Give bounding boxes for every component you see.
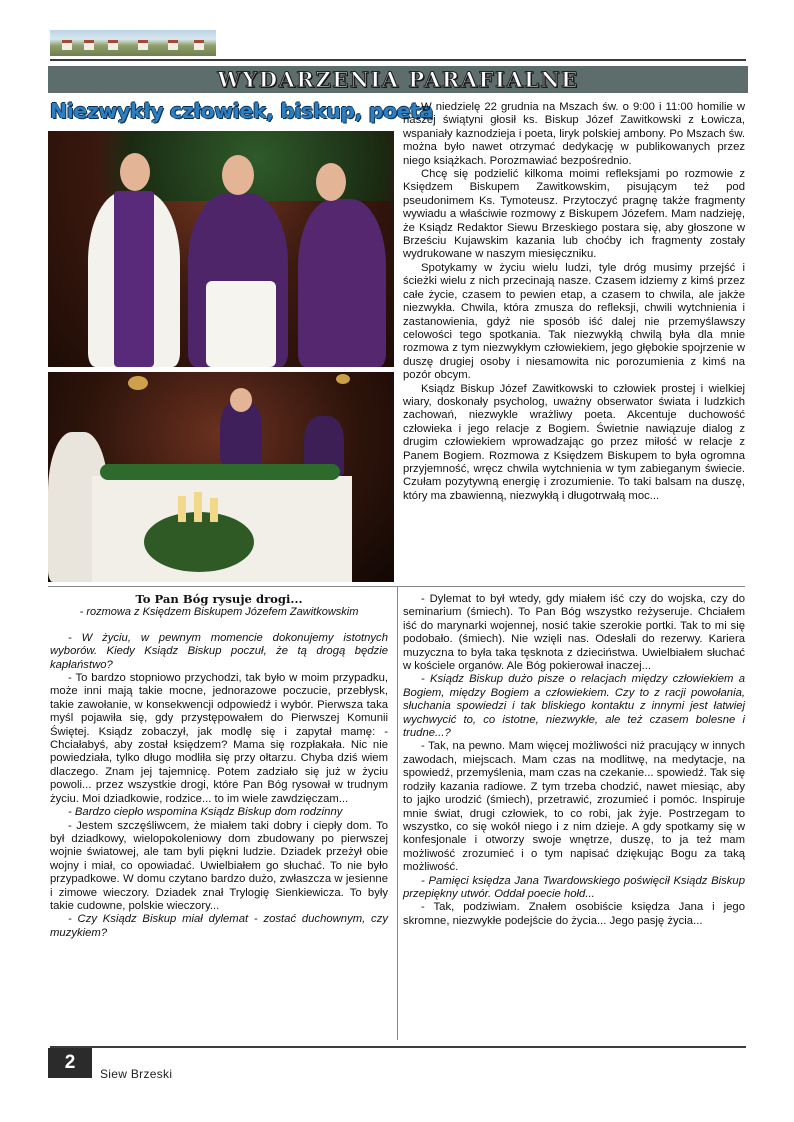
interview-answer: - Tak, na pewno. Mam więcej możliwości niż pracujący w innych zawodach, miejscach. Mam czas na modlitwę, na medytacje, na spowiedź, przemyślenia, mam czas na czekanie... spowiedź. Tak się rodziły kazania radiowe. Z tym trzeba chodzić, nawet miesiąc, aby to jajko urodzić (śmiech), przetrawić, zrozumieć i pomóc. Inspiruje mnie świat, drugi człowiek, to co robi, jak żyje. Postrzegam to wszystko, co się wokół niego i z nim dzieje. A gdy spotkamy się w konfesjonale i otworzy swoje wnętrze, duszę, to ja też mam możliwość zrozumieć i o tym napisać dziękując Bogu za taką możliwość.: [403, 740, 745, 874]
top-rule: [50, 59, 746, 61]
interview-answer: - To bardzo stopniowo przychodzi, tak było w moim przypadku, może inni mają takie mocne, jednorazowe poczucie, przebłysk, takie zawołanie, w konsekwencji odpowiedź i wybór. Pierwsza taka myśl pojawiła się, gdy przystępowałem do Pierwszej Komunii Świętej. Ksiądz zobaczył, jak modlę się i zapytał mamę: - Chciałabyś, aby został księdzem? Mama się rozpłakała. Nic nie powiedziała, tylko długo modliła się przy ołtarzu. Chyba dziś wiem dlaczego. Znam jej tajemnicę. Potem zadziało się już w życiu powoli... przez wszystkie drogi, które Pan Bóg rysował w trudnym życiu. Moi dziadkowie, rodzice... to im wiele zawdzięczam...: [50, 672, 388, 805]
article-intro-column: [403, 101, 745, 503]
interview-subtitle: - rozmowa z Księdzem Biskupem Józefem Zawitkowskim: [79, 606, 359, 619]
interview-right-column: [403, 593, 745, 928]
bottom-rule: [50, 1046, 746, 1048]
header-thumbnail-image: [50, 30, 216, 56]
interview-answer: - Tak, podziwiam. Znałem osobiście księdza Jana i jego skromne, niezwykłe podejście do życia... Jego pasję życia...: [403, 901, 745, 927]
intro-paragraph: Chcę się podzielić kilkoma moimi refleksjami po rozmowie z Księdzem Biskupem Zawitkowskim, pisującym też pod pseudonimem Ks. Tymoteusz. Przytoczyć pragnę także fragmenty wywiadu a właściwie rozmowy z Biskupem Józefem. Mam nadzieję, że Ksiądz Redaktor Siewu Brzeskiego postara się, aby głoszone w Brześciu Kujawskim kazania lub choćby ich fragmenty zostały wydrukowane w naszym miesięczniku.: [403, 168, 745, 261]
magazine-name: Siew Brzeski: [100, 1067, 173, 1081]
intro-paragraph: Spotykamy w życiu wielu ludzi, tyle dróg musimy przejść i ścieżki wielu z nich przecinają nasze. Czasem idziemy z kimś przez całe życie, czasem to pewien etap, a czasem to chwila, ale jakże niezwykła. Chwila, która zmusza do refleksji, chwili wytchnienia i zastanowienia, gdyż nie sposób iść dalej nie przemyślawszy celowości tego spotkania. Tak niezwykłą chwilą była dla mnie rozmowa z tym niezwykłym człowiekiem, jego głębokie spojrzenie w duszę drugiej osoby i niesamowita nic porozumienia z kimś na pozór obcym.: [403, 261, 745, 382]
interview-question: - Czy Ksiądz Biskup miał dylemat - zostać duchownym, czy muzykiem?: [50, 913, 388, 939]
page-number: 2: [48, 1048, 92, 1078]
article-headline: Niezwykły człowiek, biskup, poeta: [50, 99, 434, 123]
section-banner: [48, 66, 748, 93]
interview-left-column: [50, 593, 388, 940]
interview-question: - Ksiądz Biskup dużo pisze o relacjach między człowiekiem a Bogiem, między Bogiem a człowiekiem. Czy to z racji powołania, słuchania spowiedzi i tak bliskiego kontaktu z innymi jest łatwiej wychwycić to, co istotne, niezwykłe, ale też czasem bolesne i trudne...?: [403, 673, 745, 740]
interview-question: - Pamięci księdza Jana Twardowskiego poświęcił Ksiądz Biskup przepiękny utwór. Oddał poecie hołd...: [403, 874, 745, 900]
intro-paragraph: Ksiądz Biskup Józef Zawitkowski to człowiek prostej i wielkiej wiary, doskonały psycholog, uważny obserwator świata i ludzkich zachowań, niezwykle wrażliwy poeta. Akcentuje duchowość człowieka i jego relacje z Bogiem. Świetnie nawiązuje dialog z drugim człowiekiem wprowadzając go przez miłość w relacje z Panem Bogiem. Rozmowa z Księdzem Biskupem to była ogromna przyjemność, wręcz chwila wytchnienia w tym zabieganym świecie. Czułam pozytywną energię i zrozumienie. To taki balsam na duszę, który ma zbawienną, niezwykłą i długotrwałą moc...: [403, 382, 745, 502]
interview-title: To Pan Bóg rysuje drogi...: [135, 592, 303, 606]
interview-question: - Bardzo ciepło wspomina Ksiądz Biskup dom rodzinny: [68, 806, 343, 819]
photo-altar-ceremony: [48, 372, 394, 582]
column-divider: [397, 586, 398, 1040]
interview-answer: - Dylemat to był wtedy, gdy miałem iść czy do wojska, czy do seminarium (śmiech). To Pan Bóg wszystko reżyseruje. Chciałem iść do marynarki wojennej, nosić takie szerokie portki. Tak to mi się podobało. (śmiech). Nie wzięli nas. Odesłali do rezerwy. Kariera muzyczna to była taka tęsknota z dzieciństwa. Uwielbiałem słuchać w kościele organów. Ale Bóg pokierował inaczej...: [403, 593, 745, 673]
photo-three-clergy: [48, 131, 394, 367]
interview-answer: - Jestem szczęśliwcem, że miałem taki dobry i ciepły dom. To był dziadkowy, wielopokoleniowy dom zbudowany po pierwszej wojnie światowej, ale tam byli piękni ludzie. Dziadek przeżył obie wojny i miał, co opowiadać. Uwielbiałem go słuchać. To nie było przypadkowe. W domu czytano bardzo dużo, zwłaszcza w jesienne i zimowe wieczory. Dziadek znał Trylogię Sienkiewicza. To były takie cudowne, polskie wieczory...: [50, 819, 388, 912]
section-title: WYDARZENIA PARAFIALNE: [217, 67, 579, 92]
interview-question: - W życiu, w pewnym momencie dokonujemy istotnych wyborów. Kiedy Ksiądz Biskup poczuł, że tą drogą będzie kapłaństwo?: [50, 631, 388, 671]
intro-paragraph: W niedzielę 22 grudnia na Mszach św. o 9:00 i 11:00 homilie w naszej świątyni głosił ks. Biskup Józef Zawitkowski z Łowicza, wspaniały kaznodzieja i poeta, liryk polskiej ambony. Po Mszach św. można było nawet otrzymać dedykację w publikowanych przez niego książkach. Porozmawiać bezpośrednio.: [403, 101, 745, 167]
